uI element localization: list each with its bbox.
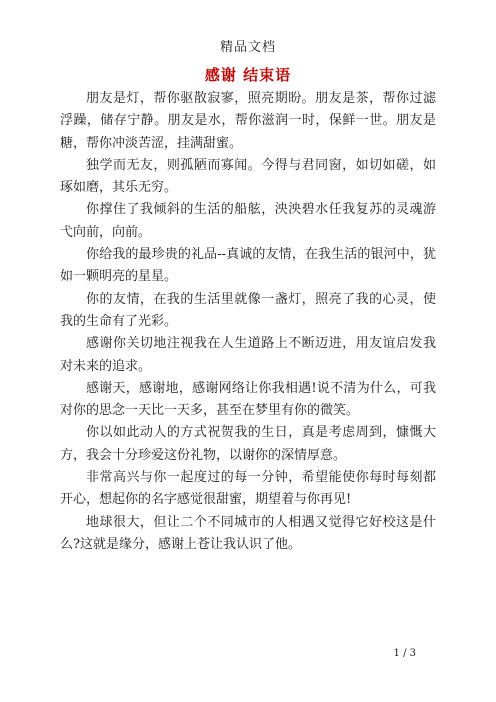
page-number: 1 / 3 xyxy=(393,648,416,659)
document-body xyxy=(60,88,436,556)
paragraph: 感谢你关切地注视我在人生道路上不断迈进，用友谊启发我对未来的追求。 xyxy=(60,336,436,374)
document-title: 感谢 结束语 xyxy=(204,66,292,84)
paragraph: 你的友情，在我的生活里就像一盏灯，照亮了我的心灵，使我的生命有了光彩。 xyxy=(60,291,436,329)
paragraph: 你撑住了我倾斜的生活的船舷，泱泱碧水任我复苏的灵魂游弋向前，向前。 xyxy=(60,202,436,240)
page-header-label: 精品文档 xyxy=(219,40,276,55)
paragraph: 非常高兴与你一起度过的每一分钟，希望能使你每时每刻都开心，想起你的名字感觉很甜蜜，期望着与你再见! xyxy=(60,470,436,508)
paragraph: 朋友是灯，帮你驱散寂寥，照亮期盼。朋友是茶，帮你过滤浮躁，储存宁静。朋友是水，帮你滋润一时，保鲜一世。朋友是糖，帮你冲淡苦涩，挂满甜蜜。 xyxy=(60,91,436,151)
paragraph: 你以如此动人的方式祝贺我的生日，真是考虑周到，慷慨大方，我会十分珍爱这份礼物，以谢你的深情厚意。 xyxy=(60,425,436,463)
paragraph: 你给我的最珍贵的礼品--真诚的友情，在我生活的银河中，犹如一颗明亮的星星。 xyxy=(60,247,436,285)
paragraph: 独学而无友，则孤陋而寡闻。今得与君同窗，如切如磋，如琢如磨，其乐无穷。 xyxy=(60,157,436,196)
paragraph: 地球很大，但让二个不同城市的人相遇又觉得它好校这是什么?这就是缘分，感谢上苍让我认识了他。 xyxy=(60,514,436,552)
paragraph: 感谢天，感谢地，感谢网络让你我相遇!说不清为什么，可我对你的思念一天比一天多，甚至在梦里有你的微笑。 xyxy=(60,380,436,419)
